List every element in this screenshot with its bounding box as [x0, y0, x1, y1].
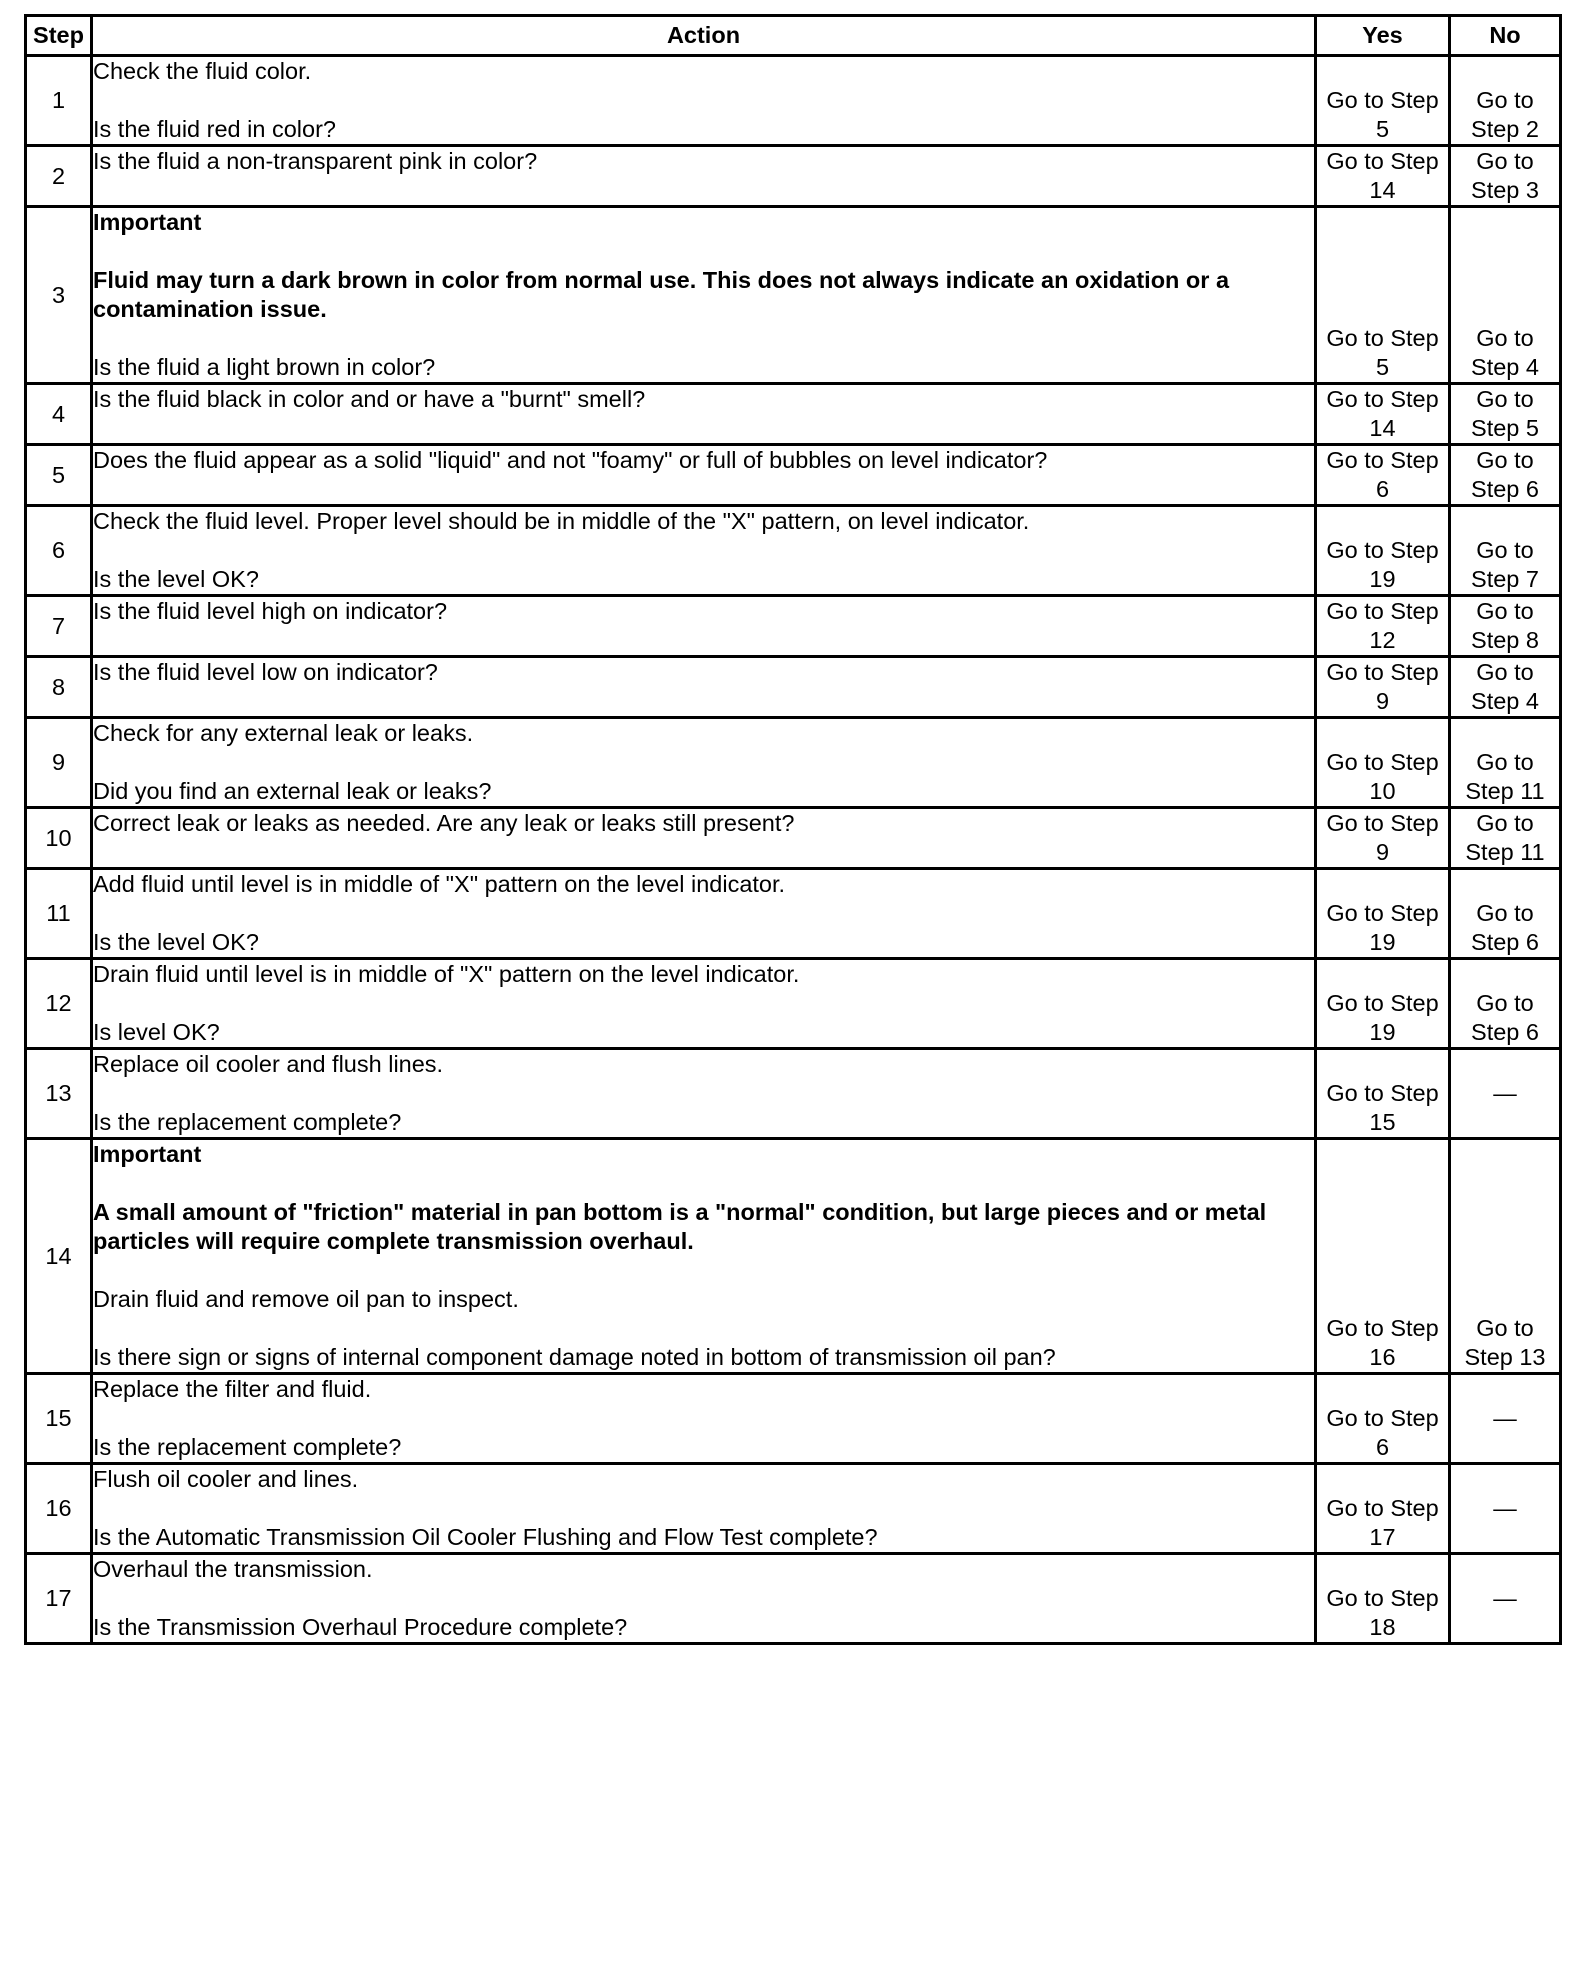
- action-cell: [92, 1554, 1316, 1644]
- action-text: Is the level OK?: [93, 566, 259, 592]
- action-text: Does the fluid appear as a solid "liquid" and not "foamy" or full of bubbles on level indicator?: [93, 447, 1048, 473]
- table-row: [26, 1464, 1561, 1554]
- no-text: Step 4: [1471, 354, 1539, 380]
- action-text: Is the fluid a light brown in color?: [93, 354, 436, 380]
- step-number: 9: [26, 718, 92, 808]
- no-text: Step 3: [1471, 177, 1539, 203]
- no-text: Go to: [1476, 598, 1534, 624]
- action-text: Check for any external leak or leaks.: [93, 720, 474, 746]
- yes-text: 19: [1369, 929, 1396, 955]
- paragraph-gap: [93, 989, 1314, 1018]
- yes-text: 16: [1369, 1344, 1396, 1370]
- yes-text: 6: [1375, 1434, 1390, 1460]
- yes-text: Go to Step: [1326, 1495, 1439, 1521]
- yes-text: Go to Step: [1326, 1080, 1439, 1106]
- paragraph-gap: [93, 1584, 1314, 1613]
- step-number: 4: [26, 384, 92, 445]
- action-cell: [92, 657, 1316, 718]
- action-text: Drain fluid until level is in middle of "X" pattern on the level indicator.: [93, 961, 800, 987]
- no-cell: [1450, 959, 1561, 1049]
- step-number: 10: [26, 808, 92, 869]
- no-text: Go to: [1476, 87, 1534, 113]
- yes-text: Go to Step: [1326, 900, 1439, 926]
- action-text: Replace oil cooler and flush lines.: [93, 1051, 444, 1077]
- no-text: Step 13: [1464, 1344, 1546, 1370]
- table-row: [26, 718, 1561, 808]
- no-cell: [1450, 1464, 1561, 1554]
- yes-text: Go to Step: [1326, 537, 1439, 563]
- paragraph-gap: [93, 1079, 1314, 1108]
- yes-text: Go to Step: [1326, 1585, 1439, 1611]
- yes-text: Go to Step: [1326, 1405, 1439, 1431]
- no-cell: [1450, 1554, 1561, 1644]
- important-text: Important: [93, 209, 202, 235]
- no-dash: —: [1493, 1405, 1517, 1431]
- no-text: Go to: [1476, 325, 1534, 351]
- step-number: 13: [26, 1049, 92, 1139]
- yes-text: Go to Step: [1326, 598, 1439, 624]
- yes-cell: [1316, 1139, 1450, 1374]
- step-number: 5: [26, 445, 92, 506]
- action-text: Is the fluid black in color and or have a "burnt" smell?: [93, 386, 646, 412]
- diagnostic-table-container: [24, 14, 1559, 1645]
- no-text: Step 6: [1471, 1019, 1539, 1045]
- step-number: 14: [26, 1139, 92, 1374]
- paragraph-gap: [93, 1169, 1314, 1198]
- action-text: Add fluid until level is in middle of "X" pattern on the level indicator.: [93, 871, 786, 897]
- action-cell: [92, 384, 1316, 445]
- yes-cell: [1316, 1464, 1450, 1554]
- header-step: Step: [26, 16, 92, 56]
- action-text: Is the level OK?: [93, 929, 259, 955]
- action-cell: [92, 56, 1316, 146]
- header-row: [26, 16, 1561, 56]
- yes-cell: [1316, 384, 1450, 445]
- action-text: Correct leak or leaks as needed. Are any leak or leaks still present?: [93, 810, 795, 836]
- yes-text: Go to Step: [1326, 87, 1439, 113]
- table-row: [26, 657, 1561, 718]
- paragraph-gap: [93, 1494, 1314, 1523]
- yes-text: 17: [1369, 1524, 1396, 1550]
- no-text: Go to: [1476, 810, 1534, 836]
- paragraph-gap: [93, 1404, 1314, 1433]
- no-dash: —: [1493, 1080, 1517, 1106]
- action-text: Is the Transmission Overhaul Procedure complete?: [93, 1614, 628, 1640]
- yes-text: Go to Step: [1326, 325, 1439, 351]
- header-yes: Yes: [1316, 16, 1450, 56]
- no-text: Go to: [1476, 447, 1534, 473]
- no-cell: [1450, 808, 1561, 869]
- step-number: 1: [26, 56, 92, 146]
- yes-cell: [1316, 959, 1450, 1049]
- yes-cell: [1316, 56, 1450, 146]
- yes-cell: [1316, 1554, 1450, 1644]
- no-text: Step 2: [1471, 116, 1539, 142]
- action-cell: [92, 1464, 1316, 1554]
- table-row: [26, 869, 1561, 959]
- table-row: [26, 445, 1561, 506]
- no-text: Step 11: [1465, 778, 1545, 804]
- no-text: Go to: [1476, 148, 1534, 174]
- no-cell: [1450, 657, 1561, 718]
- yes-cell: [1316, 445, 1450, 506]
- no-text: Go to: [1476, 900, 1534, 926]
- action-cell: [92, 596, 1316, 657]
- action-text: Is the fluid a non-transparent pink in color?: [93, 148, 538, 174]
- table-row: [26, 146, 1561, 207]
- table-row: [26, 1554, 1561, 1644]
- table-row: [26, 596, 1561, 657]
- header-action: Action: [92, 16, 1316, 56]
- no-text: Go to: [1476, 1315, 1534, 1341]
- no-text: Step 4: [1471, 688, 1539, 714]
- yes-text: 10: [1369, 778, 1396, 804]
- paragraph-gap: [93, 237, 1314, 266]
- paragraph-gap: [93, 899, 1314, 928]
- yes-text: 18: [1369, 1614, 1396, 1640]
- table-row: [26, 959, 1561, 1049]
- yes-text: 9: [1375, 839, 1390, 865]
- yes-text: Go to Step: [1326, 810, 1439, 836]
- no-text: Step 11: [1465, 839, 1545, 865]
- action-text: Is the fluid red in color?: [93, 116, 336, 142]
- yes-text: Go to Step: [1326, 386, 1439, 412]
- table-row: [26, 56, 1561, 146]
- no-text: Go to: [1476, 749, 1534, 775]
- no-cell: [1450, 384, 1561, 445]
- no-dash: —: [1493, 1585, 1517, 1611]
- no-text: Go to: [1476, 659, 1534, 685]
- yes-text: 14: [1369, 177, 1396, 203]
- yes-cell: [1316, 718, 1450, 808]
- step-number: 2: [26, 146, 92, 207]
- yes-text: 9: [1375, 688, 1390, 714]
- step-number: 11: [26, 869, 92, 959]
- yes-cell: [1316, 869, 1450, 959]
- yes-cell: [1316, 207, 1450, 384]
- paragraph-gap: [93, 536, 1314, 565]
- table-row: [26, 384, 1561, 445]
- important-text: Fluid may turn a dark brown in color from normal use. This does not always indicate an oxidation or a contamination issue.: [93, 267, 1230, 322]
- paragraph-gap: [93, 748, 1314, 777]
- yes-text: 14: [1369, 415, 1396, 441]
- step-number: 6: [26, 506, 92, 596]
- action-cell: [92, 959, 1316, 1049]
- yes-text: 15: [1369, 1109, 1396, 1135]
- action-text: Replace the filter and fluid.: [93, 1376, 372, 1402]
- yes-text: Go to Step: [1326, 990, 1439, 1016]
- action-text: Is the replacement complete?: [93, 1109, 402, 1135]
- no-cell: [1450, 1139, 1561, 1374]
- step-number: 15: [26, 1374, 92, 1464]
- yes-text: 19: [1369, 1019, 1396, 1045]
- no-cell: [1450, 445, 1561, 506]
- yes-cell: [1316, 1374, 1450, 1464]
- action-text: Overhaul the transmission.: [93, 1556, 373, 1582]
- action-cell: [92, 445, 1316, 506]
- yes-text: Go to Step: [1326, 659, 1439, 685]
- step-number: 17: [26, 1554, 92, 1644]
- action-text: Is the replacement complete?: [93, 1434, 402, 1460]
- yes-cell: [1316, 146, 1450, 207]
- step-number: 8: [26, 657, 92, 718]
- action-text: Check the fluid level. Proper level should be in middle of the "X" pattern, on level indicator.: [93, 508, 1030, 534]
- paragraph-gap: [93, 1314, 1314, 1343]
- action-text: Check the fluid color.: [93, 58, 312, 84]
- diagnostic-table: [24, 14, 1562, 1645]
- table-row: [26, 1139, 1561, 1374]
- action-cell: [92, 718, 1316, 808]
- yes-cell: [1316, 1049, 1450, 1139]
- action-text: Flush oil cooler and lines.: [93, 1466, 359, 1492]
- no-cell: [1450, 596, 1561, 657]
- yes-text: 5: [1375, 116, 1390, 142]
- yes-text: 5: [1375, 354, 1390, 380]
- no-cell: [1450, 1049, 1561, 1139]
- no-text: Step 8: [1471, 627, 1539, 653]
- action-text: Did you find an external leak or leaks?: [93, 778, 492, 804]
- table-row: [26, 207, 1561, 384]
- no-cell: [1450, 207, 1561, 384]
- no-text: Go to: [1476, 537, 1534, 563]
- action-text: Is there sign or signs of internal component damage noted in bottom of transmission oil pan?: [93, 1344, 1056, 1370]
- no-text: Step 7: [1471, 566, 1539, 592]
- no-cell: [1450, 869, 1561, 959]
- action-cell: [92, 1049, 1316, 1139]
- step-number: 3: [26, 207, 92, 384]
- no-text: Go to: [1476, 990, 1534, 1016]
- action-text: Is the Automatic Transmission Oil Cooler Flushing and Flow Test complete?: [93, 1524, 878, 1550]
- yes-text: Go to Step: [1326, 148, 1439, 174]
- no-cell: [1450, 146, 1561, 207]
- step-number: 16: [26, 1464, 92, 1554]
- header-no: No: [1450, 16, 1561, 56]
- no-dash: —: [1493, 1495, 1517, 1521]
- table-body: [26, 56, 1561, 1644]
- paragraph-gap: [93, 1256, 1314, 1285]
- action-cell: [92, 207, 1316, 384]
- yes-cell: [1316, 808, 1450, 869]
- action-cell: [92, 808, 1316, 869]
- table-row: [26, 1374, 1561, 1464]
- paragraph-gap: [93, 324, 1314, 353]
- paragraph-gap: [93, 86, 1314, 115]
- action-cell: [92, 1374, 1316, 1464]
- no-text: Step 5: [1471, 415, 1539, 441]
- yes-cell: [1316, 596, 1450, 657]
- no-cell: [1450, 1374, 1561, 1464]
- action-cell: [92, 506, 1316, 596]
- yes-cell: [1316, 657, 1450, 718]
- table-row: [26, 1049, 1561, 1139]
- no-cell: [1450, 506, 1561, 596]
- action-text: Is the fluid level low on indicator?: [93, 659, 438, 685]
- action-text: Is the fluid level high on indicator?: [93, 598, 448, 624]
- table-row: [26, 808, 1561, 869]
- action-text: Is level OK?: [93, 1019, 220, 1045]
- action-cell: [92, 869, 1316, 959]
- yes-cell: [1316, 506, 1450, 596]
- yes-text: 12: [1369, 627, 1396, 653]
- yes-text: 19: [1369, 566, 1396, 592]
- important-text: A small amount of "friction" material in pan bottom is a "normal" condition, but large pieces and or metal particles will require complete transmission overhaul.: [93, 1199, 1267, 1254]
- no-text: Step 6: [1471, 476, 1539, 502]
- no-cell: [1450, 56, 1561, 146]
- table-row: [26, 506, 1561, 596]
- step-number: 7: [26, 596, 92, 657]
- yes-text: Go to Step: [1326, 447, 1439, 473]
- yes-text: Go to Step: [1326, 749, 1439, 775]
- important-text: Important: [93, 1141, 202, 1167]
- yes-text: Go to Step: [1326, 1315, 1439, 1341]
- no-text: Step 6: [1471, 929, 1539, 955]
- action-text: Drain fluid and remove oil pan to inspect.: [93, 1286, 519, 1312]
- no-text: Go to: [1476, 386, 1534, 412]
- action-cell: [92, 1139, 1316, 1374]
- action-cell: [92, 146, 1316, 207]
- yes-text: 6: [1375, 476, 1390, 502]
- step-number: 12: [26, 959, 92, 1049]
- no-cell: [1450, 718, 1561, 808]
